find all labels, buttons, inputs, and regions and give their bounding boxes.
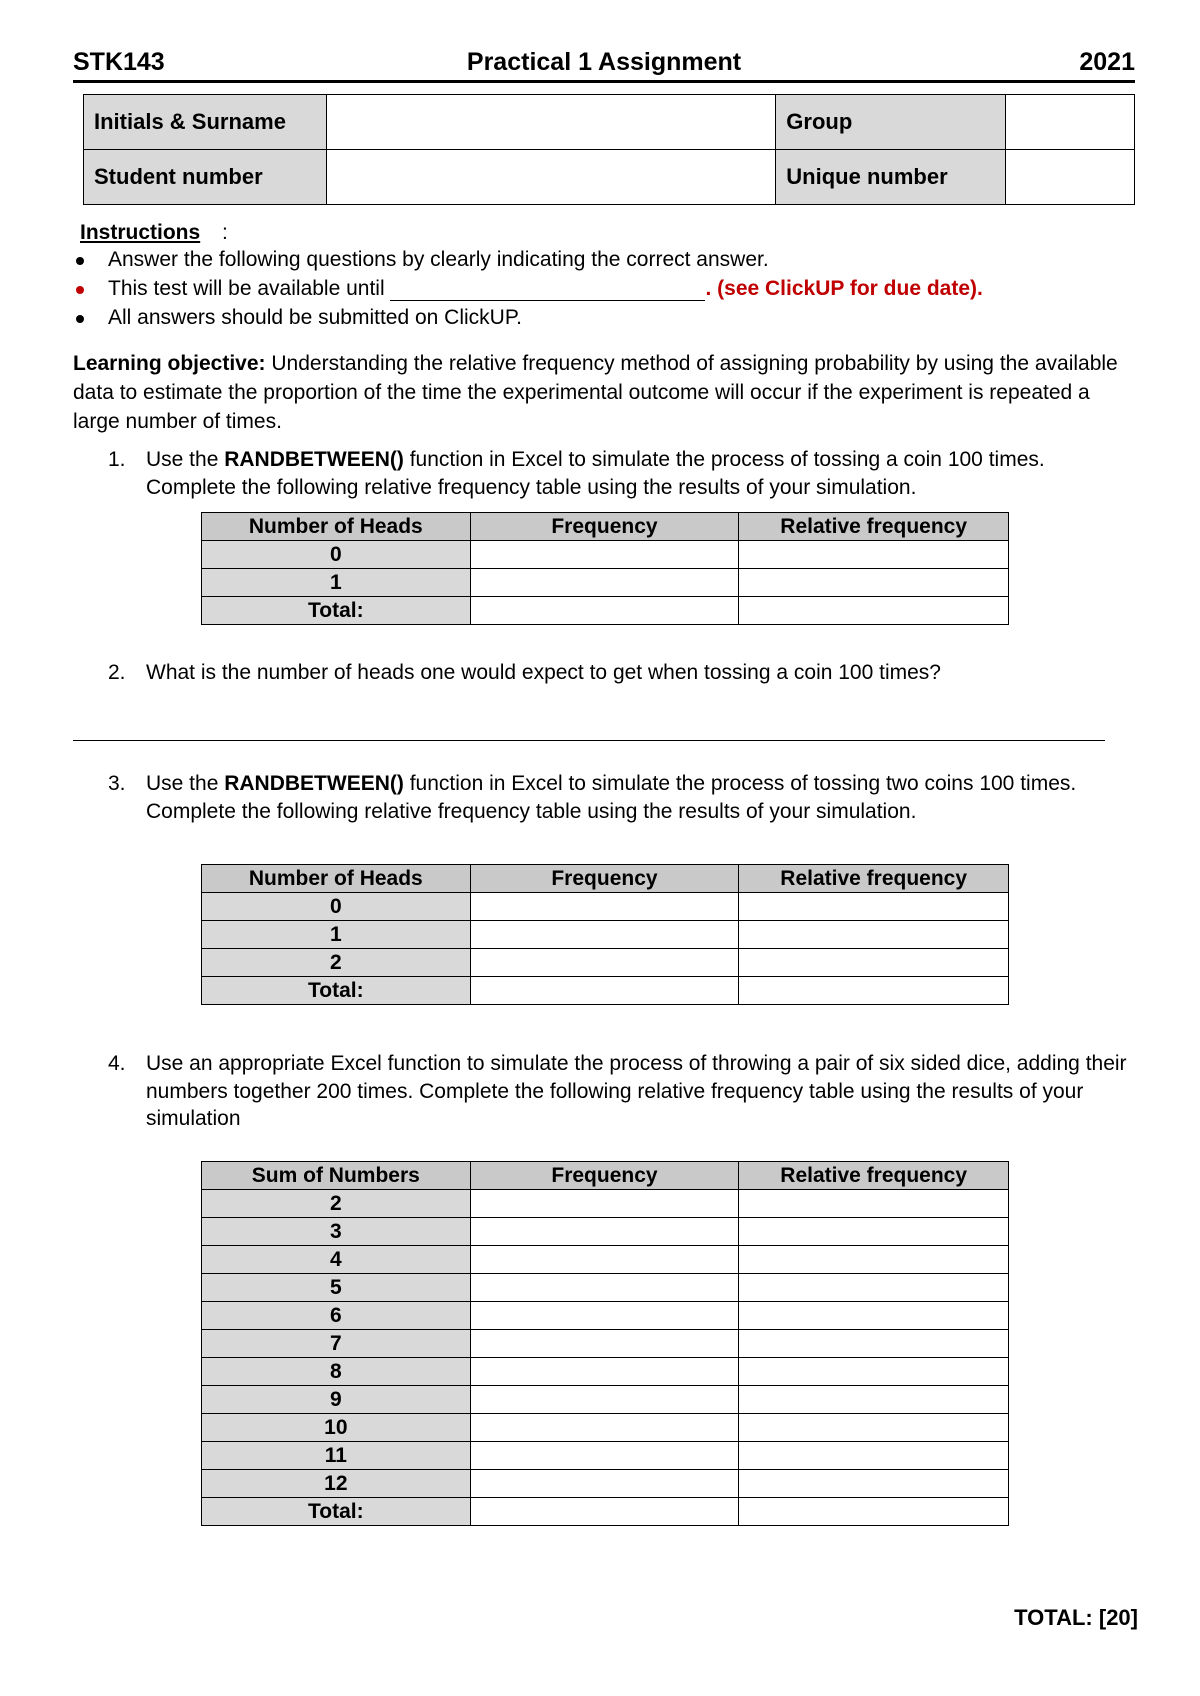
question-number: 2.: [108, 661, 126, 684]
row-label: 7: [202, 1330, 471, 1358]
table-row: [202, 893, 1009, 921]
relative-frequency-cell[interactable]: [739, 1190, 1009, 1218]
table-row: [202, 1470, 1009, 1498]
relative-frequency-cell[interactable]: [739, 921, 1009, 949]
frequency-cell[interactable]: [470, 1302, 739, 1330]
relative-frequency-cell[interactable]: [739, 541, 1009, 569]
row-label: 12: [202, 1470, 471, 1498]
list-item: [72, 277, 983, 306]
relative-frequency-cell[interactable]: [739, 569, 1009, 597]
frequency-cell[interactable]: [470, 977, 739, 1005]
relative-frequency-cell[interactable]: [739, 1358, 1009, 1386]
table-row: [202, 541, 1009, 569]
row-label: 8: [202, 1358, 471, 1386]
row-label: 5: [202, 1274, 471, 1302]
list-item: [72, 248, 983, 277]
relative-frequency-cell[interactable]: [739, 1246, 1009, 1274]
due-date-note: . (see ClickUP for due date).: [705, 277, 983, 300]
relative-frequency-cell[interactable]: [739, 893, 1009, 921]
unique-number-field[interactable]: [1006, 150, 1135, 205]
relative-frequency-cell[interactable]: [739, 1274, 1009, 1302]
row-label: Total:: [202, 1498, 471, 1526]
row-label: 4: [202, 1246, 471, 1274]
initials-field[interactable]: [327, 95, 776, 150]
frequency-cell[interactable]: [470, 1414, 739, 1442]
relative-frequency-cell[interactable]: [739, 597, 1009, 625]
column-header: Number of Heads: [202, 865, 471, 893]
instruction-text: Answer the following questions by clearly indicating the correct answer.: [108, 248, 769, 271]
relative-frequency-cell[interactable]: [739, 1498, 1009, 1526]
table-row: [202, 949, 1009, 977]
student-info-table: [83, 94, 1135, 205]
row-label: Total:: [202, 597, 471, 625]
row-label: 2: [202, 1190, 471, 1218]
group-label: Group: [776, 95, 1006, 150]
column-header: Sum of Numbers: [202, 1162, 471, 1190]
table-header-row: [202, 1162, 1009, 1190]
learning-objective: [73, 349, 1138, 436]
table-header-row: [202, 865, 1009, 893]
bullet-icon: [76, 286, 84, 294]
question-number: 4.: [108, 1052, 126, 1075]
row-label: 2: [202, 949, 471, 977]
table-row: [202, 1190, 1009, 1218]
document-title: Practical 1 Assignment: [466, 48, 742, 76]
frequency-cell[interactable]: [470, 1246, 739, 1274]
relative-frequency-cell[interactable]: [739, 1386, 1009, 1414]
table-row: [202, 921, 1009, 949]
relative-frequency-cell[interactable]: [739, 949, 1009, 977]
answer-line[interactable]: [73, 740, 1105, 741]
column-header: Frequency: [470, 513, 739, 541]
instruction-text: This test will be available until: [108, 277, 385, 300]
instructions-list: [72, 248, 983, 335]
row-label: 9: [202, 1386, 471, 1414]
question-text: Use an appropriate Excel function to simulate the process of throwing a pair of six sided dice, adding their numbers together 200 times. Complete the following relative frequency table using the results of your simulation: [146, 1052, 1127, 1130]
table-row: [202, 1358, 1009, 1386]
table-header-row: [202, 513, 1009, 541]
question-text: Use the: [146, 772, 225, 795]
row-label: 0: [202, 893, 471, 921]
row-label: 6: [202, 1302, 471, 1330]
frequency-cell[interactable]: [470, 1470, 739, 1498]
row-label: Total:: [202, 977, 471, 1005]
column-header: Relative frequency: [739, 865, 1009, 893]
instructions-heading: Instructions: [80, 221, 201, 244]
frequency-cell[interactable]: [470, 949, 739, 977]
frequency-cell[interactable]: [470, 1274, 739, 1302]
question-4: [108, 1050, 1138, 1133]
frequency-cell[interactable]: [470, 893, 739, 921]
row-label: 11: [202, 1442, 471, 1470]
table-row: [202, 1442, 1009, 1470]
column-header: Relative frequency: [739, 1162, 1009, 1190]
frequency-table-3: [201, 1161, 1009, 1526]
unique-number-label: Unique number: [776, 150, 1006, 205]
table-row: [202, 1218, 1009, 1246]
learning-objective-text: Understanding the relative frequency method of assigning probability by using the available data to estimate the proportion of the time the experimental outcome will occur if the experiment is repeated a large number of times.: [73, 352, 1118, 433]
table-row: [202, 1302, 1009, 1330]
table-row: [202, 1274, 1009, 1302]
table-row: [202, 597, 1009, 625]
frequency-cell[interactable]: [470, 1190, 739, 1218]
header-bar: [73, 46, 1135, 83]
frequency-cell[interactable]: [470, 569, 739, 597]
row-label: 1: [202, 569, 471, 597]
row-label: 1: [202, 921, 471, 949]
relative-frequency-cell[interactable]: [739, 1414, 1009, 1442]
frequency-cell[interactable]: [470, 541, 739, 569]
frequency-table-1: [201, 512, 1009, 625]
total-marks: TOTAL: [20]: [1014, 1605, 1138, 1630]
frequency-cell[interactable]: [470, 1498, 739, 1526]
relative-frequency-cell[interactable]: [739, 977, 1009, 1005]
question-3: [108, 770, 1138, 825]
instruction-text: All answers should be submitted on ClickUP.: [108, 306, 522, 329]
course-code: STK143: [73, 48, 165, 76]
relative-frequency-cell[interactable]: [739, 1218, 1009, 1246]
due-date-blank: [390, 280, 705, 301]
question-1: [108, 446, 1138, 501]
row-label: 10: [202, 1414, 471, 1442]
instructions-colon: :: [222, 221, 228, 244]
list-item: [72, 306, 983, 335]
question-text: Use the: [146, 448, 225, 471]
question-text: function in Excel to simulate the process of tossing a coin 100 times. Complete the following relative frequency table using the results of your simulation.: [146, 448, 1045, 499]
bullet-icon: [76, 257, 84, 265]
frequency-cell[interactable]: [470, 1386, 739, 1414]
frequency-cell[interactable]: [470, 921, 739, 949]
question-text: function in Excel to simulate the process of tossing two coins 100 times. Complete the following relative frequency table using the results of your simulation.: [146, 772, 1077, 823]
table-row: [202, 1246, 1009, 1274]
column-header: Relative frequency: [739, 513, 1009, 541]
initials-label: Initials & Surname: [84, 95, 327, 150]
function-name: RANDBETWEEN(): [224, 772, 404, 795]
table-row: [202, 1414, 1009, 1442]
relative-frequency-cell[interactable]: [739, 1330, 1009, 1358]
table-row: [202, 1386, 1009, 1414]
table-row: [202, 569, 1009, 597]
frequency-cell[interactable]: [470, 1218, 739, 1246]
column-header: Frequency: [470, 1162, 739, 1190]
question-2: [108, 659, 1138, 687]
student-number-field[interactable]: [327, 150, 776, 205]
frequency-cell[interactable]: [470, 1330, 739, 1358]
relative-frequency-cell[interactable]: [739, 1470, 1009, 1498]
student-number-label: Student number: [84, 150, 327, 205]
table-row: [202, 1330, 1009, 1358]
question-number: 3.: [108, 772, 126, 795]
relative-frequency-cell[interactable]: [739, 1442, 1009, 1470]
bullet-icon: [76, 315, 84, 323]
row-label: 0: [202, 541, 471, 569]
table-row: [202, 977, 1009, 1005]
question-number: 1.: [108, 448, 126, 471]
row-label: 3: [202, 1218, 471, 1246]
relative-frequency-cell[interactable]: [739, 1302, 1009, 1330]
table-row: [202, 1498, 1009, 1526]
frequency-cell[interactable]: [470, 1442, 739, 1470]
frequency-cell[interactable]: [470, 597, 739, 625]
learning-objective-label: Learning objective:: [73, 352, 266, 375]
column-header: Number of Heads: [202, 513, 471, 541]
year: 2021: [1079, 48, 1135, 76]
function-name: RANDBETWEEN(): [224, 448, 404, 471]
question-text: What is the number of heads one would expect to get when tossing a coin 100 times?: [146, 661, 941, 684]
frequency-table-2: [201, 864, 1009, 1005]
column-header: Frequency: [470, 865, 739, 893]
group-field[interactable]: [1006, 95, 1135, 150]
frequency-cell[interactable]: [470, 1358, 739, 1386]
